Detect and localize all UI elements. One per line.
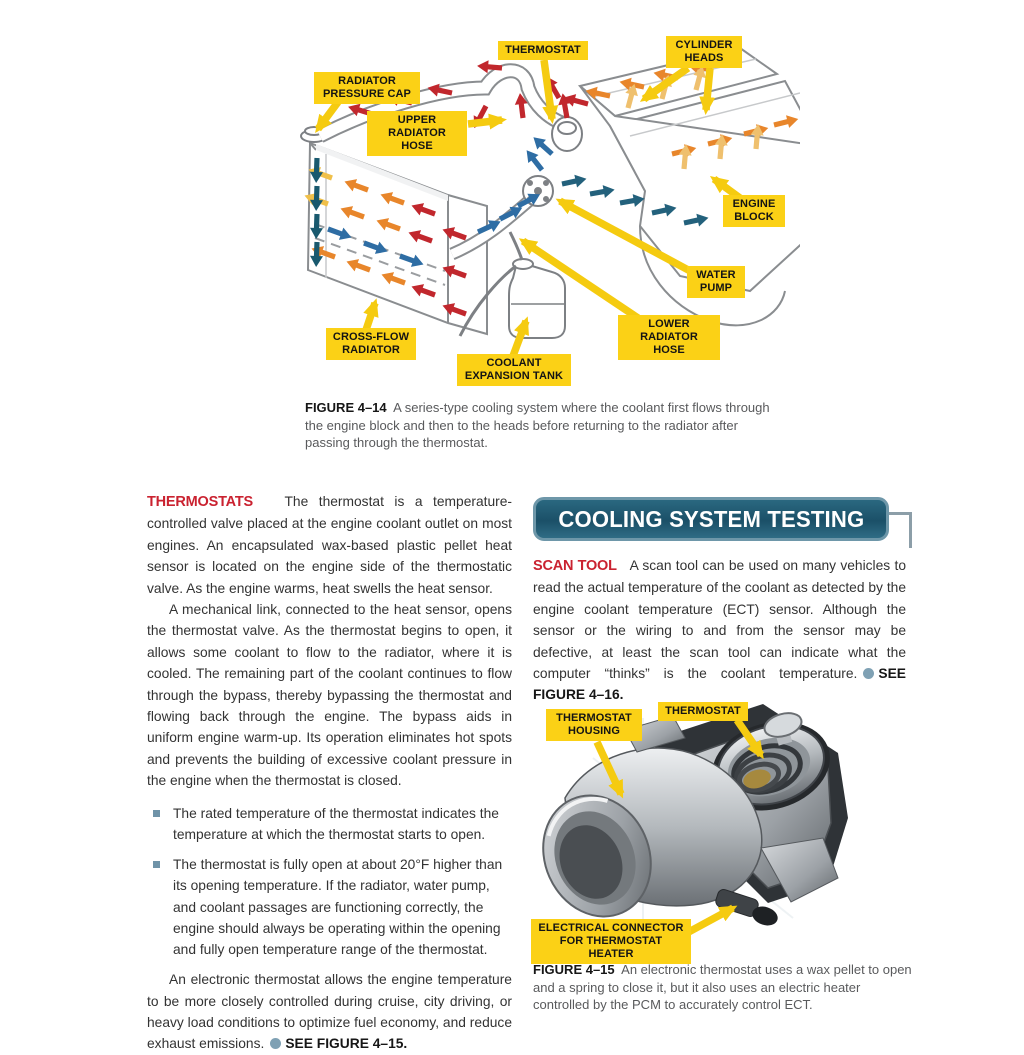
see-figure-dot-icon bbox=[270, 1038, 281, 1049]
engine-block-label: ENGINE BLOCK bbox=[723, 195, 785, 227]
list-item: The thermostat is fully open at about 20°F higher than its opening temperature. If the radiator, water pump, and coolant passages are functioning correctly, the engine should always be operating within the opening and fully open temperature range of the thermostat. bbox=[153, 854, 512, 960]
left-column bbox=[147, 491, 512, 1055]
upper-radiator-hose-label: UPPER RADIATOR HOSE bbox=[367, 111, 467, 156]
banner-title: COOLING SYSTEM TESTING bbox=[557, 505, 864, 532]
thermostat-drawing bbox=[552, 117, 582, 151]
thermostat-label-fig415: THERMOSTAT bbox=[658, 702, 748, 721]
list-item: The rated temperature of the thermostat indicates the temperature at which the thermostat starts to open. bbox=[153, 803, 512, 845]
scan-tool-heading: SCAN TOOL bbox=[533, 558, 617, 574]
figure-4-14-caption-label: FIGURE 4–14 bbox=[305, 400, 387, 415]
electrical-connector-label: ELECTRICAL CONNECTOR FOR THERMOSTAT HEATER bbox=[531, 919, 691, 964]
cylinder-heads-callout-arrow-2 bbox=[706, 68, 710, 110]
scan-tool-paragraph bbox=[533, 555, 906, 706]
cooling-system-testing-banner bbox=[533, 497, 889, 541]
figure-4-15-caption: FIGURE 4–15 An electronic thermostat uses a wax pellet to open and a spring to close it, but it also uses an electric heater controlled by the PCM to accurately control ECT. bbox=[533, 962, 912, 1013]
figure-4-14-caption: FIGURE 4–14 A series-type cooling system where the coolant first flows through the engine block and then to the heads before returning to the radiator after passing through the thermostat. bbox=[305, 400, 770, 451]
thermostat-label: THERMOSTAT bbox=[498, 41, 588, 60]
see-figure-dot-icon bbox=[863, 668, 874, 679]
bullet-square-icon bbox=[153, 810, 160, 817]
mechanical-link-paragraph: A mechanical link, connected to the heat sensor, opens the thermostat valve. As the thermostat begins to open, it allows some coolant to flow to the radiator, where it is cooled. The remaining part of the coolant continues to flow through the bypass, thereby bypassing the thermostat and flowing back through the engine. The bypass aids in uniform engine warm-up. Its operation eliminates hot spots and prevents the building of excessive coolant pressure in the engine when the thermostat is closed. bbox=[147, 602, 512, 789]
cross-flow-radiator-label: CROSS-FLOW RADIATOR bbox=[326, 328, 416, 360]
see-figure-4-15-reference: SEE FIGURE 4–15. bbox=[285, 1036, 408, 1052]
banner-hook-rule bbox=[889, 512, 912, 548]
right-column bbox=[533, 555, 906, 706]
electrical-connector-callout-arrow bbox=[685, 908, 733, 934]
water-pump-label: WATER PUMP bbox=[687, 266, 745, 298]
thermostat-housing-label: THERMOSTAT HOUSING bbox=[546, 709, 642, 741]
electronic-thermostat-paragraph: An electronic thermostat allows the engine temperature to be more closely controlled during cruise, city driving, or heavy load conditions to optimize fuel economy, and reduce exhaust emissions. SEE FIGURE 4–15. bbox=[147, 972, 512, 1052]
thermostats-paragraph-text: The thermostat is a temperature-controlled valve placed at the engine coolant outlet on most engines. An encapsulated wax-based plastic pellet heat sensor is located on the engine side of the thermostatic valve. As the engine warms, heat swells the heat sensor. bbox=[147, 494, 513, 596]
scan-tool-paragraph-text: A scan tool can be used on many vehicles to read the actual temperature of the coolant as detected by the engine coolant temperature (ECT) sensor. Although the sensor or the wiring to and from the sensor may be defective, at least the scan tool can indicate what the computer “thinks” is the coolant temperature. bbox=[533, 558, 906, 682]
figure-4-15-caption-label: FIGURE 4–15 bbox=[533, 962, 615, 977]
thermostat-bullet-list bbox=[153, 803, 512, 960]
thermostats-heading: THERMOSTATS bbox=[147, 494, 254, 510]
cylinder-heads-label: CYLINDER HEADS bbox=[666, 36, 742, 68]
lower-radiator-hose-label: LOWER RADIATOR HOSE bbox=[618, 315, 720, 360]
thermostats-paragraph bbox=[147, 491, 512, 599]
cross-flow-radiator-callout-arrow bbox=[366, 303, 375, 330]
see-figure-4-16-reference: SEE FIGURE 4–16. bbox=[533, 666, 906, 703]
upper-radiator-hose-callout-arrow bbox=[468, 120, 502, 124]
bullet-square-icon bbox=[153, 861, 160, 868]
coolant-expansion-tank-label: COOLANT EXPANSION TANK bbox=[457, 354, 571, 386]
radiator-pressure-cap-label: RADIATOR PRESSURE CAP bbox=[314, 72, 420, 104]
